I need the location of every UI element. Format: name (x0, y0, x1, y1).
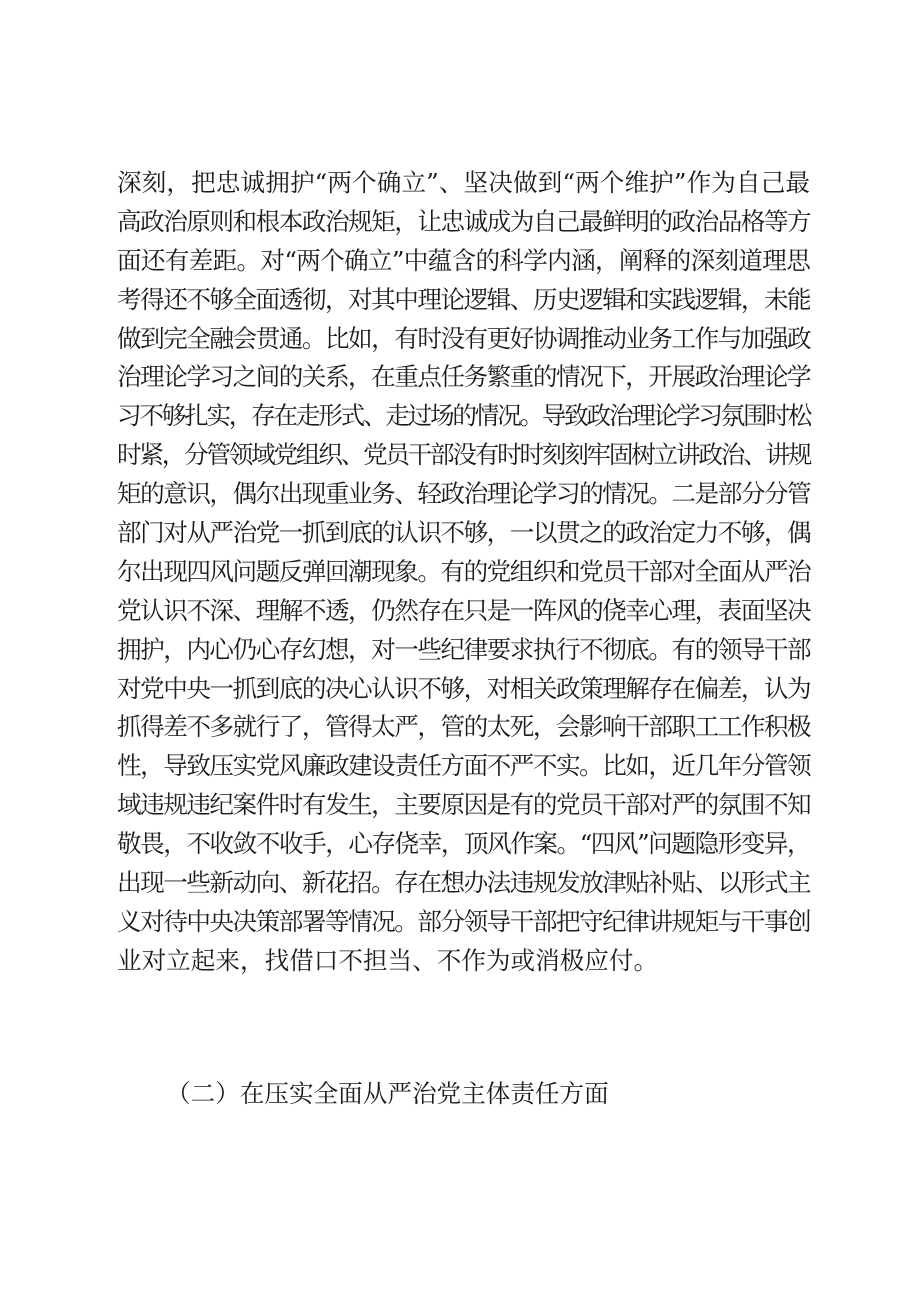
paragraph-line: 党认识不深、理解不透，仍然存在只是一阵风的侥幸心理，表面坚决 (117, 595, 810, 625)
paragraph-line: 尔出现四风问题反弹回潮现象。有的党组织和党员干部对全面从严治 (117, 556, 810, 586)
paragraph-line: 治理论学习之间的关系，在重点任务繁重的情况下，开展政治理论学 (117, 362, 810, 392)
paragraph-line: 做到完全融会贯通。比如，有时没有更好协调推动业务工作与加强政 (117, 323, 810, 353)
paragraph-line: 时紧，分管领域党组织、党员干部没有时时刻刻牢固树立讲政治、讲规 (117, 440, 810, 470)
paragraph-line: 矩的意识，偶尔出现重业务、轻政治理论学习的情况。二是部分分管 (117, 479, 810, 509)
paragraph-line: 高政治原则和根本政治规矩，让忠诚成为自己最鲜明的政治品格等方 (117, 206, 810, 236)
paragraph-line: 性，导致压实党风廉政建设责任方面不严不实。比如，近几年分管领 (117, 751, 810, 781)
paragraph-line: 拥护，内心仍心存幻想，对一些纪律要求执行不彻底。有的领导干部 (117, 634, 810, 664)
paragraph-line: 抓得差不多就行了，管得太严，管的太死，会影响干部职工工作积极 (117, 712, 810, 742)
paragraph-line: 对党中央一抓到底的决心认识不够，对相关政策理解存在偏差，认为 (117, 673, 810, 703)
paragraph-line: 敬畏，不收敛不收手，心存侥幸，顶风作案。“四风”问题隐形变异， (117, 829, 810, 859)
paragraph-line: 考得还不够全面透彻，对其中理论逻辑、历史逻辑和实践逻辑，未能 (117, 284, 810, 314)
paragraph-line: 域违规违纪案件时有发生，主要原因是有的党员干部对严的氛围不知 (117, 790, 810, 820)
paragraph-line: 面还有差距。对“两个确立”中蕴含的科学内涵，阐释的深刻道理思 (117, 245, 810, 275)
paragraph-line: 义对待中央决策部署等情况。部分领导干部把守纪律讲规矩与干事创 (117, 906, 810, 936)
paragraph-line: 习不够扎实，存在走形式、走过场的情况。导致政治理论学习氛围时松 (117, 401, 810, 431)
paragraph-line: 出现一些新动向、新花招。存在想办法违规发放津贴补贴、以形式主 (117, 868, 810, 898)
body-paragraph (117, 164, 810, 981)
section-heading: （二）在压实全面从严治党主体责任方面 (166, 1079, 609, 1108)
paragraph-line: 深刻，把忠诚拥护“两个确立”、坚决做到“两个维护”作为自己最 (117, 168, 810, 197)
paragraph-line: 业对立起来，找借口不担当、不作为或消极应付。 (117, 945, 659, 975)
paragraph-line: 部门对从严治党一抓到底的认识不够，一以贯之的政治定力不够，偶 (117, 518, 810, 548)
